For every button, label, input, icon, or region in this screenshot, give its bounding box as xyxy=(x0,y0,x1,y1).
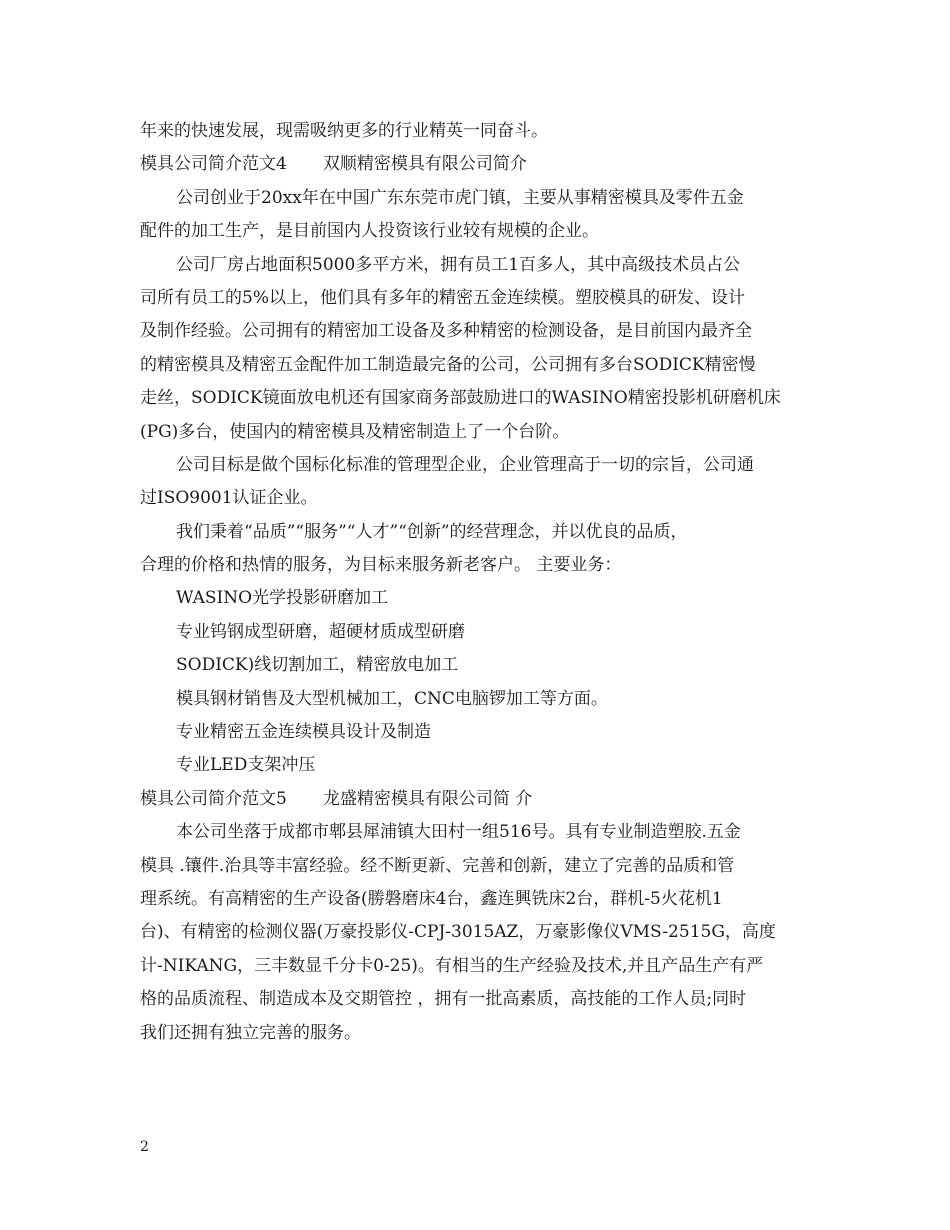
paragraph-line: 公司厂房占地面积5000多平方米，拥有员工1百多人，其中高级技术员占公 xyxy=(176,254,741,275)
section-heading-5 xyxy=(140,783,812,816)
paragraph-line: 我们还拥有独立完善的服务。 xyxy=(140,1022,361,1043)
business-list-item: 专业钨钢成型研磨，超硬材质成型研磨 xyxy=(176,621,465,642)
section-heading-label: 模具公司简介范文5 xyxy=(140,788,287,809)
paragraph-line: 我们秉着“品质”“服务”“人才”“创新”的经营理念，并以优良的品质， xyxy=(176,521,688,542)
section-heading-label: 模具公司简介范文4 xyxy=(140,154,287,175)
paragraph-line: 格的品质流程、制造成本及交期管控 ，拥有一批高素质，高技能的工作人员;同时 xyxy=(140,989,747,1010)
paragraph-line: 的精密模具及精密五金配件加工制造最完备的公司，公司拥有多台SODICK精密慢 xyxy=(140,354,756,375)
paragraph-line: 及制作经验。公司拥有的精密加工设备及多种精密的检测设备，是目前国内最齐全 xyxy=(140,321,752,342)
paragraph-line: 公司目标是做个国标化标准的管理型企业，企业管理高于一切的宗旨，公司通 xyxy=(176,454,754,475)
section-heading-title: 龙盛精密模具有限公司简 介 xyxy=(322,788,533,809)
paragraph-line: 模具 .镶件.治具等丰富经验。经不断更新、完善和创新，建立了完善的品质和管 xyxy=(140,855,735,876)
paragraph-line: 本公司坐落于成都市郫县犀浦镇大田村一组516号。具有专业制造塑胶.五金 xyxy=(176,822,741,843)
paragraph-line: 理系统。有高精密的生产设备(勝磐磨床4台，鑫连興铣床2台，群机-5火花机1 xyxy=(140,888,723,909)
paragraph-line: 配件的加工生产，是目前国内人投资该行业较有规模的企业。 xyxy=(140,221,599,242)
business-list-item: WASINO光学投影研磨加工 xyxy=(176,588,389,609)
paragraph-line: 过ISO9001认证企业。 xyxy=(140,488,318,509)
paragraph-line: 合理的价格和热情的服务，为目标来服务新老客户。 主要业务： xyxy=(140,555,622,576)
paragraph-line: 台)、有精密的检测仪器(万豪投影仪-CPJ-3015AZ，万豪影像仪VMS-2515G，高度 xyxy=(140,922,776,943)
paragraph-line: 司所有员工的5%以上，他们具有多年的精密五金连续模。塑胶模具的研发、设计 xyxy=(140,287,745,308)
paragraph-line: (PG)多台，使国内的精密模具及精密制造上了一个台阶。 xyxy=(140,421,570,442)
business-list-item: 模具钢材销售及大型机械加工，CNC电脑锣加工等方面。 xyxy=(176,688,608,709)
business-list-item: 专业LED支架冲压 xyxy=(176,755,316,776)
business-list-item: SODICK)线切割加工，精密放电加工 xyxy=(176,655,459,676)
business-list-item: 专业精密五金连续模具设计及制造 xyxy=(176,722,431,743)
section-heading-4 xyxy=(140,148,812,181)
paragraph-line: 走丝，SODICK镜面放电机还有国家商务部鼓励进口的WASINO精密投影机研磨机床 xyxy=(140,388,781,409)
paragraph-line: 计-NIKANG，三丰数显千分卡0-25)。有相当的生产经验及技术,并且产品生产有严 xyxy=(140,955,764,976)
document-body xyxy=(140,115,812,1050)
section-heading-title: 双顺精密模具有限公司简介 xyxy=(322,154,527,175)
paragraph-line: 年来的快速发展，现需吸纳更多的行业精英一同奋斗。 xyxy=(140,121,548,141)
page-number: 2 xyxy=(140,1139,149,1155)
paragraph-line: 公司创业于20xx年在中国广东东莞市虎门镇，主要从事精密模具及零件五金 xyxy=(176,187,744,208)
